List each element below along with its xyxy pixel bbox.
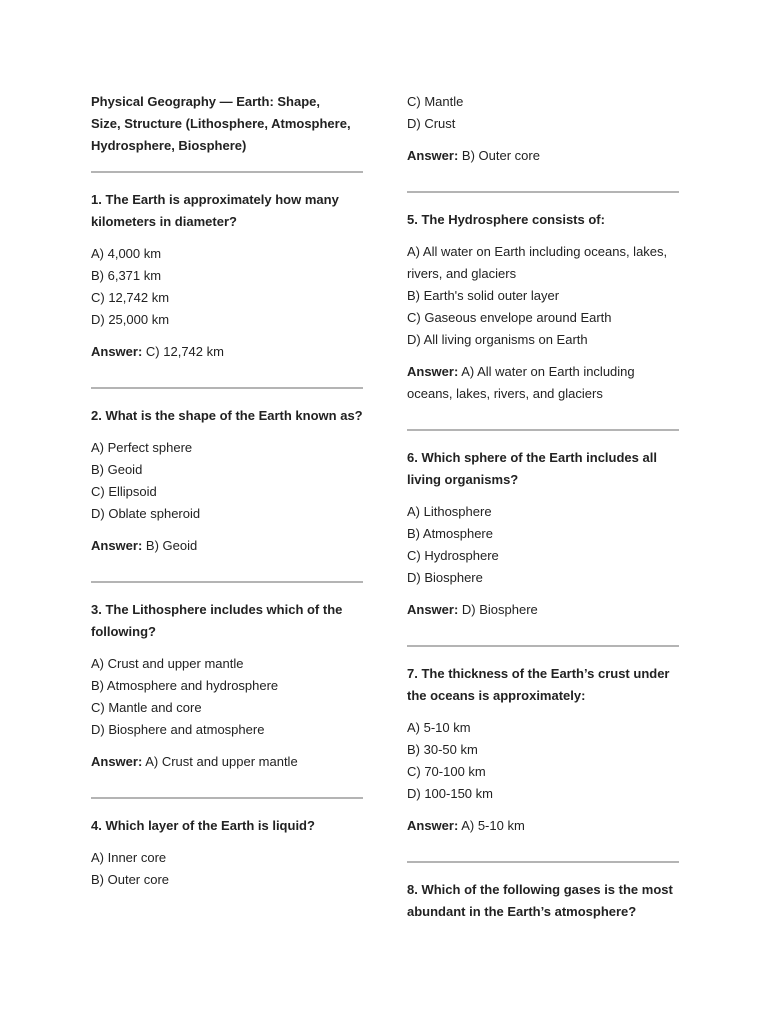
answer-label: Answer: — [91, 754, 143, 769]
option: C) Ellipsoid — [91, 484, 157, 499]
divider — [91, 387, 363, 389]
question-text: 7. The thickness of the Earth’s crust under the oceans is approximately: — [407, 666, 670, 703]
option: B) Earth's solid outer layer — [407, 288, 560, 303]
question-text: 8. Which of the following gases is the most abundant in the Earth’s atmosphere? — [407, 882, 673, 919]
options-list — [407, 241, 679, 351]
right-column — [407, 91, 679, 923]
option: C) 70-100 km — [407, 764, 486, 779]
option: D) 100-150 km — [407, 786, 493, 801]
answer — [91, 341, 363, 363]
option: A) Crust and upper mantle — [91, 656, 244, 671]
option: D) 25,000 km — [91, 312, 170, 327]
page-title: Physical Geography — Earth: Shape, Size, Structure (Lithosphere, Atmosphere, Hydrosphere, Biosphere) — [91, 94, 351, 153]
answer-value: B) Geoid — [145, 538, 198, 553]
divider — [407, 191, 679, 193]
question-text: 2. What is the shape of the Earth known as? — [91, 408, 363, 423]
question-text: 6. Which sphere of the Earth includes all living organisms? — [407, 450, 657, 487]
question-5 — [407, 209, 679, 405]
option: D) All living organisms on Earth — [407, 332, 588, 347]
answer-value: A) All water on Earth including oceans, lakes, rivers, and glaciers — [407, 364, 635, 401]
option: B) Atmosphere and hydrosphere — [91, 678, 279, 693]
answer — [407, 361, 679, 405]
question-text: 1. The Earth is approximately how many kilometers in diameter? — [91, 192, 339, 229]
question-2 — [91, 405, 363, 557]
option: D) Biosphere — [407, 570, 483, 585]
answer-value: C) 12,742 km — [145, 344, 224, 359]
option: C) Mantle and core — [91, 700, 202, 715]
options-list — [91, 653, 363, 741]
divider — [91, 171, 363, 173]
question-4-continued — [407, 91, 679, 167]
option: C) Gaseous envelope around Earth — [407, 310, 612, 325]
question-6 — [407, 447, 679, 621]
divider — [407, 645, 679, 647]
divider — [91, 581, 363, 583]
options-list — [91, 847, 363, 891]
options-list — [91, 243, 363, 331]
question-text: 5. The Hydrosphere consists of: — [407, 212, 605, 227]
answer-label: Answer: — [407, 148, 459, 163]
option: D) Biosphere and atmosphere — [91, 722, 265, 737]
question-4 — [91, 815, 363, 891]
option: C) Hydrosphere — [407, 548, 499, 563]
answer-label: Answer: — [91, 344, 143, 359]
divider — [407, 429, 679, 431]
answer-label: Answer: — [407, 364, 459, 379]
option: D) Crust — [407, 116, 456, 131]
question-3 — [91, 599, 363, 773]
option: B) Atmosphere — [407, 526, 493, 541]
question-text: 4. Which layer of the Earth is liquid? — [91, 818, 315, 833]
option: D) Oblate spheroid — [91, 506, 201, 521]
answer — [91, 535, 363, 557]
left-column — [91, 91, 363, 891]
answer — [407, 815, 679, 837]
answer-label: Answer: — [91, 538, 143, 553]
option: B) Geoid — [91, 462, 143, 477]
divider — [407, 861, 679, 863]
answer — [91, 751, 363, 773]
option: A) 4,000 km — [91, 246, 162, 261]
options-list — [407, 501, 679, 589]
question-7 — [407, 663, 679, 837]
question-text: 3. The Lithosphere includes which of the following? — [91, 602, 343, 639]
option: B) 6,371 km — [91, 268, 162, 283]
option: B) 30-50 km — [407, 742, 478, 757]
question-8 — [407, 879, 679, 923]
option: C) Mantle — [407, 94, 464, 109]
option: A) Perfect sphere — [91, 440, 193, 455]
options-list — [91, 437, 363, 525]
options-list — [407, 717, 679, 805]
option: A) 5-10 km — [407, 720, 471, 735]
answer — [407, 145, 679, 167]
answer-label: Answer: — [407, 602, 459, 617]
answer-value: D) Biosphere — [461, 602, 538, 617]
option: B) Outer core — [91, 872, 170, 887]
question-1 — [91, 189, 363, 363]
answer-value: A) Crust and upper mantle — [145, 754, 298, 769]
option: A) Lithosphere — [407, 504, 492, 519]
answer — [407, 599, 679, 621]
answer-value: A) 5-10 km — [461, 818, 525, 833]
divider — [91, 797, 363, 799]
answer-value: B) Outer core — [461, 148, 540, 163]
option: C) 12,742 km — [91, 290, 170, 305]
option: A) All water on Earth including oceans, lakes, rivers, and glaciers — [407, 244, 668, 281]
option: A) Inner core — [91, 850, 167, 865]
answer-label: Answer: — [407, 818, 459, 833]
